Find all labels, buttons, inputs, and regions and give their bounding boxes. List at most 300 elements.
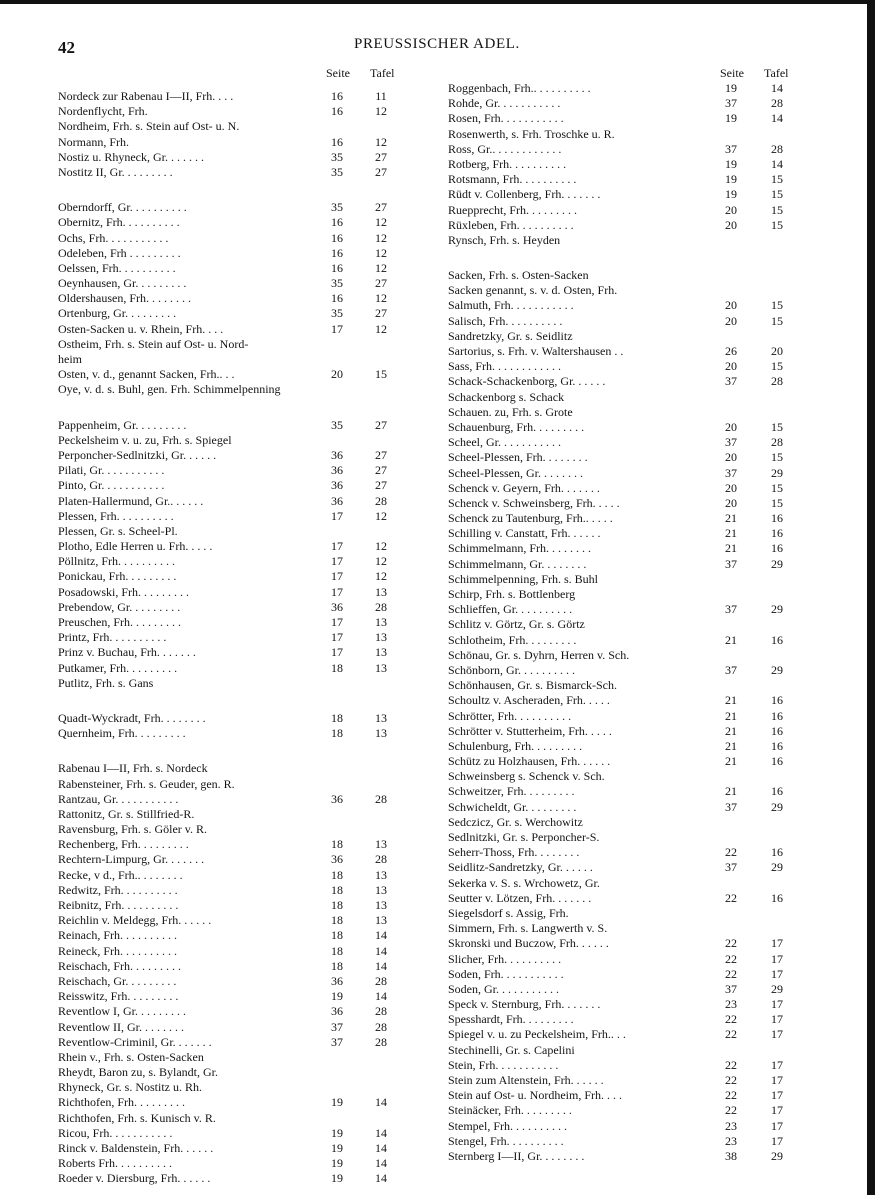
section-gap: [58, 741, 413, 761]
index-entry: [58, 1095, 413, 1110]
entry-name: Nostiz u. Rhyneck, Gr. . . . . . .: [58, 149, 204, 164]
entry-seite: 19: [725, 156, 737, 171]
index-entry: [448, 511, 810, 526]
index-entry: [448, 390, 810, 405]
entry-seite: 21: [725, 693, 737, 708]
entry-seite: 37: [725, 602, 737, 617]
index-entry: [58, 215, 413, 230]
index-entry: [58, 494, 413, 509]
index-entry: [448, 982, 810, 997]
entry-name: Putkamer, Frh. . . . . . . . .: [58, 660, 178, 675]
entry-tafel: 13: [375, 630, 387, 645]
entry-tafel: 28: [771, 374, 783, 389]
entry-name: Normann, Frh.: [58, 134, 129, 149]
index-entry: [58, 645, 413, 660]
entry-tafel: 15: [771, 217, 783, 232]
index-entry: [448, 678, 810, 693]
index-entry: [58, 89, 413, 104]
entry-seite: 18: [331, 913, 343, 928]
entry-tafel: 15: [771, 202, 783, 217]
entry-tafel: 15: [771, 359, 783, 374]
entry-seite: 22: [725, 845, 737, 860]
entry-tafel: 14: [375, 958, 387, 973]
entry-seite: 37: [725, 435, 737, 450]
index-entry: [448, 952, 810, 967]
entry-name: Stechinelli, Gr. s. Capelini: [448, 1042, 575, 1057]
index-entry: [58, 1035, 413, 1050]
index-entry: [58, 448, 413, 463]
index-entry: [58, 463, 413, 478]
entry-tafel: 14: [771, 156, 783, 171]
index-entry: [448, 936, 810, 951]
entry-name: Schlotheim, Frh. . . . . . . . .: [448, 632, 577, 647]
index-entry: [58, 337, 413, 352]
entry-tafel: 16: [771, 723, 783, 738]
entry-name: Rotsmann, Frh. . . . . . . . . .: [448, 172, 577, 187]
entry-seite: 17: [331, 569, 343, 584]
index-entry: [58, 322, 413, 337]
entry-seite: 37: [725, 374, 737, 389]
index-entry: [448, 233, 810, 248]
entry-tafel: 13: [375, 726, 387, 741]
entry-tafel: 13: [375, 867, 387, 882]
index-entry: [448, 754, 810, 769]
index-entry: [58, 1126, 413, 1141]
entry-tafel: 27: [375, 276, 387, 291]
index-entry: [58, 1156, 413, 1171]
entry-name: Schauen. zu, Frh. s. Grote: [448, 404, 573, 419]
entry-tafel: 13: [375, 898, 387, 912]
entry-name: Schimmelmann, Frh. . . . . . . .: [448, 541, 591, 556]
entry-seite: 37: [725, 799, 737, 814]
entry-tafel: 15: [771, 450, 783, 465]
entry-name: Osten-Sacken u. v. Rhein, Frh. . . .: [58, 321, 224, 336]
index-entry: [448, 1103, 810, 1118]
index-entry: [448, 218, 810, 233]
entry-seite: 20: [725, 480, 737, 495]
section-gap: [58, 180, 413, 200]
section-gap: [58, 691, 413, 711]
index-entry: [448, 709, 810, 724]
entry-seite: 21: [725, 723, 737, 738]
entry-tafel: 29: [771, 556, 783, 571]
entry-name: Schauenburg, Frh. . . . . . . . .: [448, 419, 585, 434]
entry-seite: 35: [331, 149, 343, 164]
entry-tafel: 27: [375, 200, 387, 215]
entry-seite: 38: [725, 1148, 737, 1163]
index-entry: [58, 367, 413, 382]
index-entry: [448, 891, 810, 906]
seite-header: Seite: [720, 66, 744, 80]
entry-tafel: 14: [771, 81, 783, 95]
entry-tafel: 28: [375, 1034, 387, 1049]
entry-name: Pilati, Gr. . . . . . . . . . .: [58, 463, 165, 478]
index-entry: [58, 898, 413, 913]
entry-tafel: 11: [375, 89, 387, 103]
index-entry: [448, 526, 810, 541]
entry-seite: 22: [725, 1073, 737, 1087]
index-entry: [58, 306, 413, 321]
entry-name: Reventlow I, Gr. . . . . . . . .: [58, 1004, 186, 1019]
index-entry: [448, 648, 810, 663]
entry-tafel: 28: [375, 493, 387, 508]
index-entry: [448, 1012, 810, 1027]
index-entry: [448, 784, 810, 799]
index-entry: [448, 1088, 810, 1103]
entry-seite: 20: [725, 359, 737, 374]
index-entry: [448, 1073, 810, 1088]
entry-seite: 37: [725, 141, 737, 156]
entry-seite: 37: [331, 1034, 343, 1049]
entry-name: Steinäcker, Frh. . . . . . . . .: [448, 1103, 572, 1118]
entry-tafel: 29: [771, 662, 783, 677]
entry-name: Rhein v., Frh. s. Osten-Sacken: [58, 1049, 204, 1064]
index-entry: [58, 837, 413, 852]
entry-seite: 18: [331, 928, 343, 943]
entry-name: Skronski und Buczow, Frh. . . . . .: [448, 936, 609, 951]
entry-name: Schönborn, Gr. . . . . . . . . .: [448, 662, 575, 677]
index-entry: [58, 974, 413, 989]
entry-name: Plessen, Gr. s. Scheel-Pl.: [58, 523, 178, 538]
entry-name: Reineck, Frh. . . . . . . . . .: [58, 943, 177, 958]
entry-tafel: 13: [375, 837, 387, 852]
left-column-header: [58, 66, 413, 82]
index-entry: [58, 913, 413, 928]
entry-tafel: 12: [375, 569, 387, 584]
index-entry: [448, 800, 810, 815]
entry-name: Quadt-Wyckradt, Frh. . . . . . . .: [58, 710, 206, 725]
entry-name: Schirp, Frh. s. Bottlenberg: [448, 587, 576, 601]
index-entry: [448, 1149, 810, 1164]
index-entry: [58, 761, 413, 776]
tafel-header: Tafel: [764, 66, 789, 80]
entry-seite: 16: [331, 134, 343, 149]
index-entry: [58, 615, 413, 630]
entry-seite: 16: [331, 104, 343, 119]
entry-seite: 37: [331, 1019, 343, 1034]
entry-name: Ponickau, Frh. . . . . . . . .: [58, 569, 177, 584]
entry-name: Reibnitz, Frh. . . . . . . . . .: [58, 898, 179, 912]
entry-seite: 19: [331, 1141, 343, 1155]
entry-name: Roberts Frh. . . . . . . . . .: [58, 1156, 172, 1171]
entry-seite: 21: [725, 754, 737, 769]
scan-edge-top: [0, 0, 875, 4]
index-entry: [448, 769, 810, 784]
index-entry: [58, 868, 413, 883]
entry-name: Pappenheim, Gr. . . . . . . . .: [58, 417, 187, 432]
entry-tafel: 12: [375, 230, 387, 245]
index-entry: [448, 1058, 810, 1073]
index-entry: [58, 478, 413, 493]
entry-name: Oldershausen, Frh. . . . . . . .: [58, 291, 191, 306]
entry-seite: 20: [725, 495, 737, 510]
entry-name: Schönhausen, Gr. s. Bismarck-Sch.: [448, 678, 617, 693]
entry-seite: 26: [725, 344, 737, 358]
index-entry: [58, 852, 413, 867]
entry-tafel: 17: [771, 951, 783, 966]
entry-name: heim: [58, 352, 82, 366]
entry-name: Schweinsberg s. Schenck v. Sch.: [448, 769, 605, 784]
entry-seite: 35: [331, 417, 343, 432]
seite-header: Seite: [326, 66, 350, 80]
entry-name: Oelssen, Frh. . . . . . . . . .: [58, 260, 176, 275]
entry-name: Salisch, Frh. . . . . . . . . .: [448, 313, 563, 328]
index-entry: [58, 135, 413, 150]
index-entry: [448, 374, 810, 389]
index-entry: [448, 329, 810, 344]
index-entry: [448, 298, 810, 313]
index-entry: [448, 967, 810, 982]
entry-name: Quernheim, Frh. . . . . . . . .: [58, 726, 186, 741]
entry-seite: 17: [331, 321, 343, 336]
entry-seite: 36: [331, 791, 343, 806]
entry-seite: 16: [331, 260, 343, 275]
entry-name: Redwitz, Frh. . . . . . . . . .: [58, 882, 178, 897]
entry-name: Nordenflycht, Frh.: [58, 104, 148, 119]
entry-tafel: 13: [375, 584, 387, 599]
entry-seite: 23: [725, 997, 737, 1012]
entry-name: Osten, v. d., genannt Sacken, Frh.. . .: [58, 367, 235, 382]
entry-seite: 36: [331, 447, 343, 462]
entry-name: Sternberg I—II, Gr. . . . . . . .: [448, 1148, 585, 1163]
entry-seite: 20: [725, 419, 737, 434]
entry-tafel: 17: [771, 1133, 783, 1148]
entry-tafel: 29: [771, 465, 783, 480]
index-entry: [448, 876, 810, 891]
index-entry: [448, 815, 810, 830]
index-entry: [58, 989, 413, 1004]
right-column-header: [448, 66, 810, 82]
entry-seite: 19: [725, 111, 737, 126]
entry-name: Ortenburg, Gr. . . . . . . . .: [58, 306, 177, 321]
entry-tafel: 16: [771, 708, 783, 723]
index-entry: [448, 81, 810, 96]
index-entry: [448, 845, 810, 860]
entry-name: Stein auf Ost- u. Nordheim, Frh. . . .: [448, 1088, 622, 1103]
index-entry: [448, 860, 810, 875]
entry-seite: 22: [725, 1012, 737, 1027]
entry-seite: 21: [725, 738, 737, 753]
entry-seite: 19: [331, 989, 343, 1004]
entry-name: Rheydt, Baron zu, s. Bylandt, Gr.: [58, 1065, 218, 1080]
entry-tafel: 17: [771, 1103, 783, 1118]
index-entry: [448, 127, 810, 142]
index-entry: [448, 557, 810, 572]
entry-name: Spesshardt, Frh. . . . . . . . .: [448, 1012, 574, 1027]
entry-seite: 21: [725, 708, 737, 723]
entry-name: Schlieffen, Gr. . . . . . . . . .: [448, 602, 573, 617]
entry-name: Rotberg, Frh. . . . . . . . . .: [448, 156, 567, 171]
index-entry: [58, 1080, 413, 1095]
index-entry: [448, 187, 810, 202]
index-entry: [58, 726, 413, 741]
entry-seite: 18: [331, 943, 343, 958]
entry-seite: 20: [331, 367, 343, 382]
index-entry: [448, 1134, 810, 1149]
entry-seite: 18: [331, 660, 343, 675]
entry-name: Reinach, Frh. . . . . . . . . .: [58, 928, 177, 943]
entry-tafel: 27: [375, 306, 387, 321]
index-entry: [448, 663, 810, 678]
entry-seite: 20: [725, 298, 737, 313]
index-entry: [58, 104, 413, 119]
entry-name: Stengel, Frh. . . . . . . . . .: [448, 1133, 564, 1148]
entry-seite: 17: [331, 539, 343, 554]
entry-seite: 17: [331, 645, 343, 660]
index-entry: [448, 587, 810, 602]
entry-name: Spiegel v. u. zu Peckelsheim, Frh.. . .: [448, 1027, 626, 1042]
entry-tafel: 15: [771, 298, 783, 313]
entry-name: Obernitz, Frh. . . . . . . . . .: [58, 215, 180, 230]
entry-seite: 22: [725, 1103, 737, 1118]
entry-name: Scheel-Plessen, Gr. . . . . . . .: [448, 465, 583, 480]
entry-name: Sedczicz, Gr. s. Werchowitz: [448, 814, 583, 829]
entry-name: Soden, Frh. . . . . . . . . . .: [448, 966, 564, 981]
entry-name: Rynsch, Frh. s. Heyden: [448, 232, 561, 247]
index-entry: [448, 359, 810, 374]
entry-name: Sekerka v. S. s. Wrchowetz, Gr.: [448, 875, 600, 890]
entry-tafel: 14: [375, 1141, 387, 1155]
entry-seite: 20: [725, 217, 737, 232]
entry-tafel: 29: [771, 981, 783, 996]
entry-tafel: 17: [771, 936, 783, 951]
entry-name: Rabenau I—II, Frh. s. Nordeck: [58, 761, 208, 776]
index-entry: [448, 157, 810, 172]
entry-name: Rosenwerth, s. Frh. Troschke u. R.: [448, 126, 615, 141]
index-entry: [58, 539, 413, 554]
entry-tafel: 28: [375, 599, 387, 614]
entry-seite: 19: [331, 1095, 343, 1110]
entry-name: Prebendow, Gr. . . . . . . . .: [58, 599, 181, 614]
entry-name: Schwicheldt, Gr. . . . . . . . .: [448, 799, 577, 814]
index-entry: [448, 96, 810, 111]
entry-name: Schönau, Gr. s. Dyhrn, Herren v. Sch.: [448, 647, 630, 662]
entry-tafel: 16: [771, 526, 783, 541]
entry-seite: 35: [331, 164, 343, 179]
entry-name: Nordheim, Frh. s. Stein auf Ost- u. N.: [58, 119, 240, 134]
entry-tafel: 14: [375, 1095, 387, 1110]
entry-tafel: 12: [375, 134, 387, 149]
index-entry: [58, 200, 413, 215]
entry-name: Rinck v. Baldenstein, Frh. . . . . .: [58, 1141, 214, 1155]
index-entry: [448, 344, 810, 359]
entry-tafel: 28: [375, 852, 387, 867]
index-entry: [58, 883, 413, 898]
index-entry: [58, 1050, 413, 1065]
entry-tafel: 12: [375, 104, 387, 119]
entry-seite: 17: [331, 615, 343, 629]
entry-tafel: 15: [771, 187, 783, 202]
entry-tafel: 14: [375, 943, 387, 958]
entry-tafel: 14: [375, 989, 387, 1004]
entry-name: Nordeck zur Rabenau I—II, Frh. . . .: [58, 89, 234, 103]
entry-seite: 21: [725, 511, 737, 526]
entry-tafel: 14: [771, 111, 783, 126]
entry-tafel: 16: [771, 693, 783, 708]
entry-seite: 19: [331, 1156, 343, 1171]
entry-seite: 35: [331, 200, 343, 215]
entry-seite: 21: [725, 526, 737, 541]
entry-seite: 18: [331, 726, 343, 741]
index-entry: [448, 466, 810, 481]
entry-seite: 20: [725, 202, 737, 217]
index-entry: [448, 921, 810, 936]
entry-name: Platen-Hallermund, Gr.. . . . . .: [58, 493, 204, 508]
entry-name: Sedlnitzki, Gr. s. Perponcher-S.: [448, 830, 600, 844]
entry-seite: 19: [725, 81, 737, 95]
index-entry: [58, 928, 413, 943]
index-entry: [58, 554, 413, 569]
entry-seite: 18: [331, 867, 343, 882]
entry-name: Plessen, Frh. . . . . . . . . .: [58, 508, 174, 523]
entry-tafel: 29: [771, 799, 783, 814]
entry-name: Seutter v. Lötzen, Frh. . . . . . .: [448, 890, 592, 905]
entry-name: Roeder v. Diersburg, Frh. . . . . .: [58, 1171, 211, 1186]
index-entry: [448, 142, 810, 157]
index-entry: [448, 633, 810, 648]
section-gap: [58, 398, 413, 418]
entry-tafel: 13: [375, 882, 387, 897]
index-entry: [58, 276, 413, 291]
index-entry: [58, 569, 413, 584]
entry-tafel: 12: [375, 539, 387, 554]
entry-name: Richthofen, Frh. s. Kunisch v. R.: [58, 1110, 216, 1125]
entry-name: Richthofen, Frh. . . . . . . . .: [58, 1095, 185, 1110]
entry-name: Seidlitz-Sandretzky, Gr. . . . . .: [448, 860, 593, 875]
entry-seite: 37: [725, 556, 737, 571]
index-entry: [58, 261, 413, 276]
tafel-header: Tafel: [370, 66, 395, 80]
entry-tafel: 16: [771, 511, 783, 526]
entry-name: Siegelsdorf s. Assig, Frh.: [448, 905, 569, 920]
entry-name: Perponcher-Sedlnitzki, Gr. . . . . .: [58, 447, 217, 462]
right-entries: [448, 81, 810, 1164]
entry-tafel: 16: [771, 738, 783, 753]
entry-tafel: 17: [771, 1027, 783, 1042]
entry-name: Soden, Gr. . . . . . . . . . .: [448, 981, 559, 996]
entry-name: Putlitz, Frh. s. Gans: [58, 675, 154, 690]
entry-name: Schenck v. Schweinsberg, Frh. . . . .: [448, 495, 620, 510]
entry-tafel: 13: [375, 645, 387, 660]
entry-name: Schlitz v. Görtz, Gr. s. Görtz: [448, 617, 585, 632]
index-entry: [448, 268, 810, 283]
entry-name: Schweitzer, Frh. . . . . . . . .: [448, 784, 575, 799]
entry-name: Sacken, Frh. s. Osten-Sacken: [448, 268, 589, 283]
entry-tafel: 29: [771, 602, 783, 617]
entry-tafel: 29: [771, 860, 783, 875]
entry-seite: 16: [331, 291, 343, 306]
entry-name: Schrötter, Frh. . . . . . . . . .: [448, 708, 572, 723]
entry-name: Schenck zu Tautenburg, Frh.. . . . .: [448, 511, 613, 526]
entry-name: Schimmelpenning, Frh. s. Buhl: [448, 571, 598, 586]
index-entry: [448, 1119, 810, 1134]
index-entry: [58, 246, 413, 261]
index-entry: [58, 600, 413, 615]
entry-tafel: 13: [375, 710, 387, 725]
index-entry: [58, 959, 413, 974]
entry-name: Recke, v d., Frh.. . . . . . . .: [58, 867, 183, 882]
entry-seite: 18: [331, 710, 343, 725]
entry-seite: 20: [725, 313, 737, 328]
entry-seite: 22: [725, 951, 737, 966]
entry-seite: 36: [331, 463, 343, 478]
entry-seite: 23: [725, 1118, 737, 1133]
entry-name: Printz, Frh. . . . . . . . . .: [58, 630, 167, 645]
entry-seite: 36: [331, 852, 343, 867]
index-entry: [448, 693, 810, 708]
index-entry: [58, 509, 413, 524]
index-entry: [58, 777, 413, 792]
